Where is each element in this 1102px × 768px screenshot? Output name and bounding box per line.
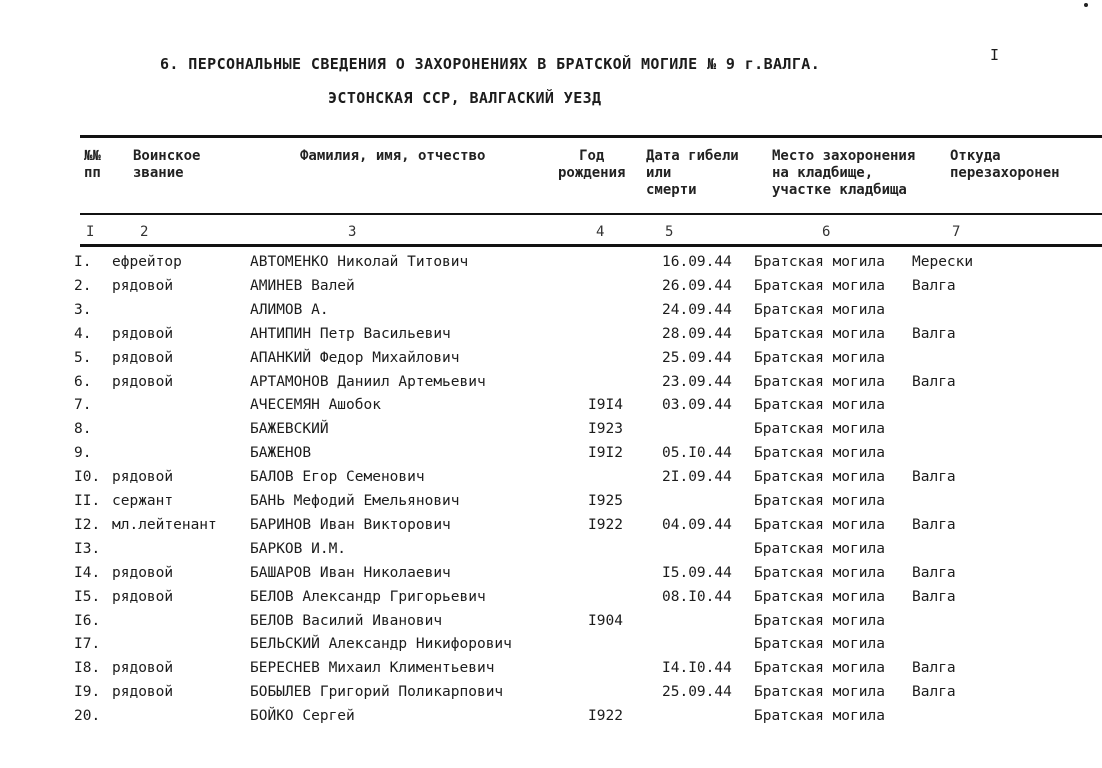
row-burial-place: Братская могила [754, 421, 885, 437]
row-name: БЕЛЬСКИЙ Александр Никифорович [250, 636, 512, 652]
row-name: БАШАРОВ Иван Николаевич [250, 565, 451, 581]
row-birth-year: I922 [588, 708, 623, 724]
row-name: БОБЫЛЕВ Григорий Поликарпович [250, 684, 504, 700]
row-rank: рядовой [112, 374, 174, 390]
row-death-date: 24.09.44 [662, 302, 732, 318]
row-birth-year: I9I2 [588, 445, 623, 461]
row-burial-place: Братская могила [754, 636, 885, 652]
row-burial-place: Братская могила [754, 254, 885, 270]
row-number: I0. [74, 469, 101, 485]
row-number: 5. [74, 350, 92, 366]
row-name: БАЛОВ Егор Семенович [250, 469, 425, 485]
row-death-date: 16.09.44 [662, 254, 732, 270]
column-number-6: 6 [822, 224, 831, 240]
row-burial-place: Братская могила [754, 397, 885, 413]
row-number: 2. [74, 278, 92, 294]
row-rank: рядовой [112, 326, 174, 342]
row-name: АВТОМЕНКО Николай Титович [250, 254, 469, 270]
row-burial-place: Братская могила [754, 565, 885, 581]
column-number-2: 2 [140, 224, 149, 240]
row-name: АЛИМОВ А. [250, 302, 329, 318]
row-death-date: 08.I0.44 [662, 589, 732, 605]
row-number: 4. [74, 326, 92, 342]
row-number: I2. [74, 517, 101, 533]
row-number: 8. [74, 421, 92, 437]
page-mark: I [990, 46, 1000, 64]
row-reburied-from: Валга [912, 469, 956, 485]
row-burial-place: Братская могила [754, 589, 885, 605]
row-name: АРТАМОНОВ Даниил Артемьевич [250, 374, 486, 390]
row-rank: рядовой [112, 589, 174, 605]
row-number: 7. [74, 397, 92, 413]
row-reburied-from: Валга [912, 565, 956, 581]
row-number: I8. [74, 660, 101, 676]
row-burial-place: Братская могила [754, 541, 885, 557]
column-header-name: Фамилия, имя, отчество [300, 148, 486, 164]
document-subtitle: ЭСТОНСКАЯ ССР, ВАЛГАСКИЙ УЕЗД [328, 89, 602, 107]
row-number: 20. [74, 708, 101, 724]
row-reburied-from: Мерески [912, 254, 974, 270]
row-burial-place: Братская могила [754, 493, 885, 509]
row-rank: ефрейтор [112, 254, 182, 270]
row-death-date: 25.09.44 [662, 350, 732, 366]
row-burial-place: Братская могила [754, 469, 885, 485]
row-reburied-from: Валга [912, 589, 956, 605]
row-reburied-from: Валга [912, 684, 956, 700]
row-death-date: 04.09.44 [662, 517, 732, 533]
row-burial-place: Братская могила [754, 326, 885, 342]
column-header-birth-year: Год рождения [558, 148, 626, 181]
column-number-divider [80, 244, 1102, 247]
row-name: БОЙКО Сергей [250, 708, 355, 724]
row-burial-place: Братская могила [754, 374, 885, 390]
row-burial-place: Братская могила [754, 613, 885, 629]
row-birth-year: I925 [588, 493, 623, 509]
row-burial-place: Братская могила [754, 684, 885, 700]
column-header-death-date: Дата гибели или смерти [646, 148, 739, 198]
row-reburied-from: Валга [912, 278, 956, 294]
row-name: АНТИПИН Петр Васильевич [250, 326, 451, 342]
row-number: I3. [74, 541, 101, 557]
row-reburied-from: Валга [912, 374, 956, 390]
row-burial-place: Братская могила [754, 350, 885, 366]
row-burial-place: Братская могила [754, 302, 885, 318]
row-death-date: I5.09.44 [662, 565, 732, 581]
row-name: БАЖЕВСКИЙ [250, 421, 329, 437]
row-reburied-from: Валга [912, 326, 956, 342]
column-header-reburied-from: Откуда перезахоронен [950, 148, 1060, 181]
row-rank: рядовой [112, 565, 174, 581]
row-reburied-from: Валга [912, 660, 956, 676]
row-name: АМИНЕВ Валей [250, 278, 355, 294]
column-header-burial-place: Место захоронения на кладбище, участке кладбища [772, 148, 916, 198]
row-number: I9. [74, 684, 101, 700]
row-reburied-from: Валга [912, 517, 956, 533]
row-death-date: 2I.09.44 [662, 469, 732, 485]
row-number: 6. [74, 374, 92, 390]
row-birth-year: I923 [588, 421, 623, 437]
column-number-4: 4 [596, 224, 605, 240]
row-burial-place: Братская могила [754, 445, 885, 461]
row-death-date: 23.09.44 [662, 374, 732, 390]
row-number: I4. [74, 565, 101, 581]
row-rank: рядовой [112, 350, 174, 366]
row-death-date: 26.09.44 [662, 278, 732, 294]
row-name: БЕРЕСНЕВ Михаил Климентьевич [250, 660, 495, 676]
column-header-rank: Воинское звание [133, 148, 201, 181]
row-name: АПАНКИЙ Федор Михайлович [250, 350, 460, 366]
row-name: БАНЬ Мефодий Емельянович [250, 493, 460, 509]
paper-mark [1084, 3, 1088, 7]
row-number: 9. [74, 445, 92, 461]
row-name: БАЖЕНОВ [250, 445, 312, 461]
row-number: I6. [74, 613, 101, 629]
row-number: I7. [74, 636, 101, 652]
header-divider [80, 213, 1102, 215]
column-number-7: 7 [952, 224, 961, 240]
row-number: I5. [74, 589, 101, 605]
row-number: 3. [74, 302, 92, 318]
row-number: II. [74, 493, 101, 509]
row-birth-year: I922 [588, 517, 623, 533]
row-number: I. [74, 254, 92, 270]
row-birth-year: I9I4 [588, 397, 623, 413]
column-number-3: 3 [348, 224, 357, 240]
column-number-5: 5 [665, 224, 674, 240]
column-number-1: I [86, 224, 95, 240]
table-top-rule [80, 135, 1102, 138]
row-rank: рядовой [112, 278, 174, 294]
row-death-date: 28.09.44 [662, 326, 732, 342]
row-name: БЕЛОВ Василий Иванович [250, 613, 443, 629]
row-rank: рядовой [112, 684, 174, 700]
row-name: АЧЕСЕМЯН Ашобок [250, 397, 381, 413]
row-rank: рядовой [112, 469, 174, 485]
row-birth-year: I904 [588, 613, 623, 629]
row-burial-place: Братская могила [754, 660, 885, 676]
row-death-date: 05.I0.44 [662, 445, 732, 461]
row-death-date: 25.09.44 [662, 684, 732, 700]
row-rank: сержант [112, 493, 174, 509]
row-rank: рядовой [112, 660, 174, 676]
row-death-date: 03.09.44 [662, 397, 732, 413]
row-name: БЕЛОВ Александр Григорьевич [250, 589, 486, 605]
row-name: БАРКОВ И.М. [250, 541, 347, 557]
row-death-date: I4.I0.44 [662, 660, 732, 676]
row-name: БАРИНОВ Иван Викторович [250, 517, 451, 533]
document-title: 6. ПЕРСОНАЛЬНЫЕ СВЕДЕНИЯ О ЗАХОРОНЕНИЯХ В БРАТСКОЙ МОГИЛЕ № 9 г.ВАЛГА. [160, 55, 821, 73]
row-burial-place: Братская могила [754, 278, 885, 294]
row-rank: мл.лейтенант [112, 517, 217, 533]
row-burial-place: Братская могила [754, 517, 885, 533]
row-burial-place: Братская могила [754, 708, 885, 724]
column-header-number: №№ пп [84, 148, 101, 181]
